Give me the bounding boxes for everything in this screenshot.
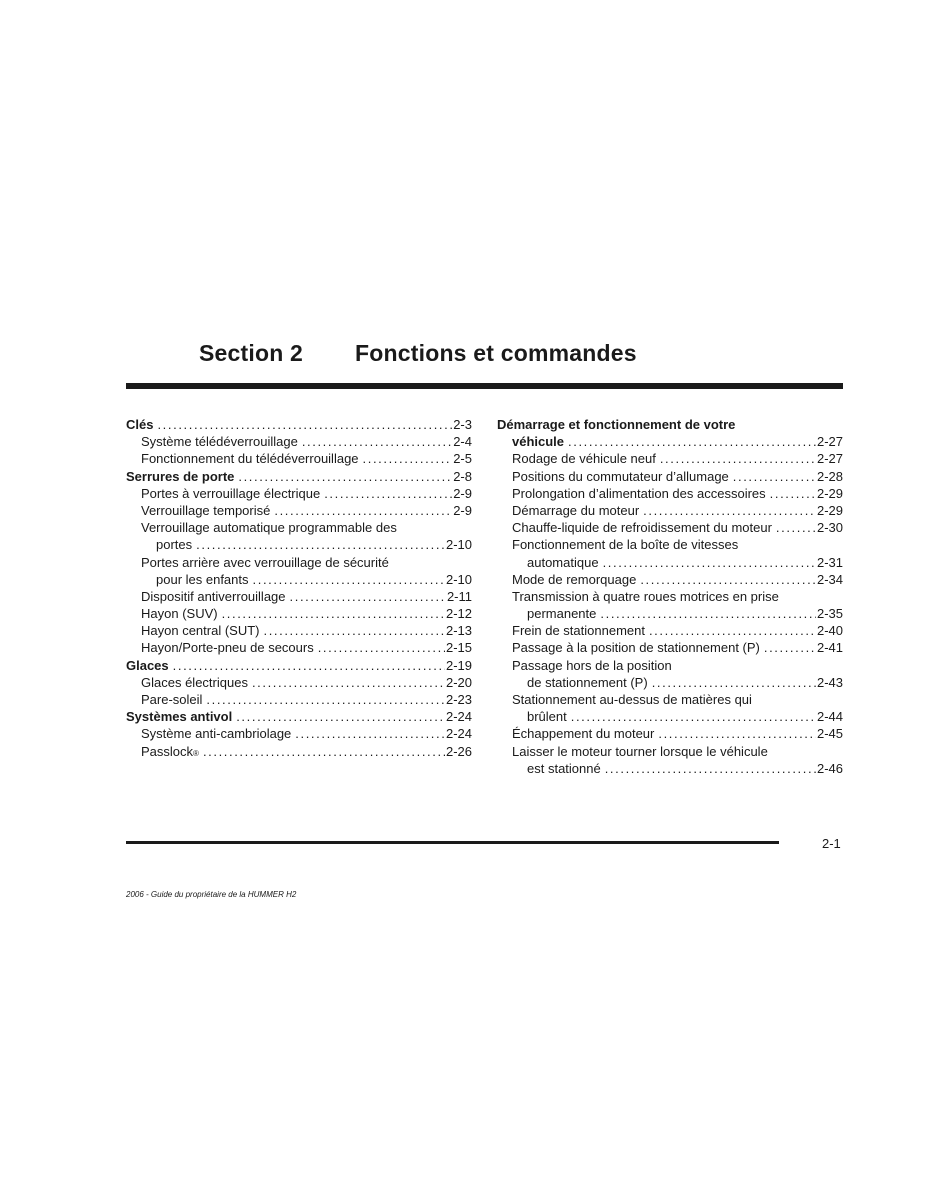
- toc-entry[interactable]: [126, 622, 472, 639]
- toc-entry[interactable]: [126, 502, 472, 519]
- toc-entry-label: Dispositif antiverrouillage: [141, 588, 286, 604]
- toc-entry[interactable]: [497, 743, 843, 760]
- toc-entry-page: 2-20: [445, 674, 472, 690]
- dot-leader: [253, 571, 445, 588]
- toc-entry[interactable]: [126, 554, 472, 571]
- toc-entry[interactable]: [126, 588, 472, 605]
- toc-entry-page: 2-24: [445, 709, 472, 725]
- dot-leader: [571, 708, 816, 725]
- toc-entry[interactable]: [126, 519, 472, 536]
- toc-entry-page: 2-11: [446, 588, 472, 604]
- toc-entry-label: Stationnement au-dessus de matières qui: [512, 692, 752, 707]
- toc-right-column: [497, 416, 843, 777]
- toc-entry-label: Passage à la position de stationnement (P): [512, 640, 760, 656]
- footer-rule: [126, 841, 779, 844]
- toc-entry-label: Système télédéverrouillage: [141, 434, 298, 450]
- toc-entry[interactable]: [126, 639, 472, 656]
- toc-entry-label: Mode de remorquage: [512, 571, 637, 587]
- dot-leader: [196, 536, 445, 553]
- toc-entry-label: Portes à verrouillage électrique: [141, 485, 321, 501]
- toc-entry-page: 2-3: [453, 417, 472, 432]
- toc-entry-label: Systèmes antivol: [126, 709, 233, 725]
- toc-entry-label: Démarrage du moteur: [512, 502, 640, 518]
- toc-entry-label: Fonctionnement du télédéverrouillage: [141, 451, 359, 467]
- page-number: 2-1: [822, 836, 841, 851]
- toc-entry[interactable]: [126, 468, 472, 485]
- dot-leader: [290, 588, 446, 605]
- toc-entry[interactable]: [497, 674, 843, 691]
- toc-entry-page: 2-23: [445, 692, 472, 707]
- toc-entry[interactable]: [497, 416, 843, 433]
- toc-entry[interactable]: [497, 536, 843, 553]
- dot-leader: [222, 605, 445, 622]
- toc-entry-label: Laisser le moteur tourner lorsque le véhicule: [512, 743, 768, 759]
- toc-entry-label: Passlock: [141, 743, 194, 759]
- toc-entry-label: automatique: [527, 554, 599, 570]
- toc-entry-page: 2-9: [453, 485, 472, 501]
- toc-entry[interactable]: [126, 536, 472, 553]
- toc-entry[interactable]: [126, 691, 472, 708]
- toc-entry-label: Rodage de véhicule neuf: [512, 451, 656, 467]
- toc-entry[interactable]: [497, 588, 843, 605]
- toc-entry-page: 2-26: [445, 743, 472, 759]
- toc-entry-page: 2-43: [816, 674, 843, 690]
- toc-entry-page: 2-45: [816, 726, 843, 742]
- toc-entry-page: 2-40: [816, 623, 843, 639]
- dot-leader: [203, 743, 445, 760]
- dot-leader: [263, 622, 444, 639]
- toc-entry-label: permanente: [527, 606, 597, 622]
- toc-entry-page: 2-29: [816, 502, 843, 518]
- toc-entry-label: Hayon central (SUT): [141, 623, 260, 639]
- toc-entry-page: 2-30: [816, 520, 843, 536]
- toc-entry[interactable]: [497, 725, 843, 742]
- toc-entry[interactable]: [497, 450, 843, 467]
- toc-entry-page: 2-12: [445, 606, 472, 622]
- toc-entry-label: Serrures de porte: [126, 468, 235, 484]
- toc-entry-label: Verrouillage automatique programmable des: [141, 520, 397, 536]
- toc-entry[interactable]: [126, 725, 472, 742]
- dot-leader: [238, 468, 452, 485]
- toc-entry-page: 2-10: [445, 571, 472, 587]
- toc-entry[interactable]: [126, 571, 472, 588]
- toc-entry-page: 2-19: [445, 657, 472, 673]
- title-rule: [126, 383, 843, 389]
- dot-leader: [658, 725, 816, 742]
- toc-entry-page: 2-27: [816, 451, 843, 467]
- toc-entry-label: Verrouillage temporisé: [141, 502, 271, 518]
- toc-entry[interactable]: [497, 691, 843, 708]
- dot-leader: [236, 708, 445, 725]
- toc-entry-label: Hayon/Porte-pneu de secours: [141, 640, 314, 656]
- toc-entry-page: 2-35: [816, 606, 843, 622]
- toc-entry-label: véhicule: [512, 434, 565, 450]
- toc-entry-label: Clés: [126, 417, 154, 432]
- toc-entry-label: brûlent: [527, 709, 567, 725]
- toc-entry-label: Glaces: [126, 657, 169, 673]
- dot-leader: [600, 605, 816, 622]
- dot-leader: [324, 485, 452, 502]
- toc-entry-label: Pare-soleil: [141, 692, 203, 707]
- toc-entry[interactable]: [126, 657, 472, 674]
- toc-entry-page: 2-29: [816, 485, 843, 501]
- toc-entry-page: 2-24: [445, 726, 472, 742]
- toc-entry[interactable]: [497, 622, 843, 639]
- dot-leader: [605, 760, 816, 777]
- toc-entry-page: 2-8: [453, 468, 472, 484]
- toc-entry[interactable]: [126, 708, 472, 725]
- toc-entry-page: 2-5: [453, 451, 472, 467]
- toc-entry-label: est stationné: [527, 760, 601, 776]
- dot-leader: [640, 571, 816, 588]
- dot-leader: [652, 674, 816, 691]
- dot-leader: [252, 674, 445, 691]
- dot-leader: [206, 691, 445, 708]
- toc-entry[interactable]: [126, 605, 472, 622]
- toc-entry[interactable]: [497, 605, 843, 622]
- toc-entry-label: Portes arrière avec verrouillage de sécurité: [141, 554, 389, 570]
- toc-entry-page: 2-28: [816, 468, 843, 484]
- toc-entry-page: 2-15: [445, 640, 472, 656]
- dot-leader: [295, 725, 445, 742]
- toc-entry[interactable]: [497, 433, 843, 450]
- toc-entry-page: 2-27: [816, 434, 843, 450]
- toc-entry-page: 2-41: [816, 640, 843, 656]
- toc-left-column: [126, 416, 472, 760]
- dot-leader: [733, 468, 816, 485]
- toc-entry-label: Système anti-cambriolage: [141, 726, 292, 742]
- section-number: Section 2: [199, 340, 304, 366]
- toc-entry[interactable]: [126, 450, 472, 467]
- toc-entry[interactable]: [497, 760, 843, 777]
- dot-leader: [274, 502, 452, 519]
- toc-entry[interactable]: [497, 571, 843, 588]
- toc-entry-label: portes: [156, 537, 193, 553]
- toc-entry-label: de stationnement (P): [527, 674, 648, 690]
- toc-entry-label: Frein de stationnement: [512, 623, 645, 639]
- toc-entry-page: 2-34: [816, 571, 843, 587]
- toc-entry-page: 2-4: [453, 434, 472, 450]
- toc-entry-page: 2-9: [453, 502, 472, 518]
- dot-leader: [302, 433, 452, 450]
- section-name: Fonctions et commandes: [355, 340, 637, 366]
- toc-entry[interactable]: [497, 554, 843, 571]
- toc-entry-label: Glaces électriques: [141, 674, 248, 690]
- toc-entry[interactable]: [497, 502, 843, 519]
- toc-entry[interactable]: [497, 657, 843, 674]
- toc-entry-label: Hayon (SUV): [141, 606, 218, 622]
- toc-entry-label: Positions du commutateur d’allumage: [512, 468, 729, 484]
- toc-entry-page: 2-44: [816, 709, 843, 725]
- dot-leader: [363, 450, 453, 467]
- dot-leader: [660, 450, 816, 467]
- toc-entry-label: Chauffe-liquide de refroidissement du moteur: [512, 520, 772, 536]
- dot-leader: [173, 657, 445, 674]
- toc-entry-page: 2-31: [816, 554, 843, 570]
- toc-entry[interactable]: [497, 485, 843, 502]
- toc-entry-label: Échappement du moteur: [512, 726, 655, 742]
- footer-text: 2006 - Guide du propriétaire de la HUMMER H2: [126, 890, 297, 899]
- toc-entry-label: Fonctionnement de la boîte de vitesses: [512, 537, 739, 553]
- toc-entry[interactable]: Passlock ® ..... 2-26: [126, 743, 472, 760]
- toc-entry-label: Démarrage et fonctionnement de votre: [497, 417, 736, 432]
- toc-entry[interactable]: [126, 485, 472, 502]
- toc-entry-page: 2-46: [816, 760, 843, 776]
- dot-leader: [764, 639, 816, 656]
- toc-entry[interactable]: [497, 639, 843, 656]
- toc-entry-label: Transmission à quatre roues motrices en prise: [512, 588, 779, 604]
- toc-entry[interactable]: [497, 708, 843, 725]
- toc-entry-label: Passage hors de la position: [512, 657, 672, 673]
- toc-entry[interactable]: [126, 674, 472, 691]
- dot-leader: [568, 433, 816, 450]
- dot-leader: [603, 554, 816, 571]
- toc-entry[interactable]: [497, 519, 843, 536]
- dot-leader: [157, 416, 452, 433]
- toc-entry-page: 2-10: [445, 537, 472, 553]
- dot-leader: [318, 639, 445, 656]
- toc-entry[interactable]: [126, 416, 472, 433]
- toc-entry-label: Prolongation d’alimentation des accessoires: [512, 485, 766, 501]
- toc-entry[interactable]: [497, 468, 843, 485]
- dot-leader: [776, 519, 816, 536]
- dot-leader: [649, 622, 816, 639]
- dot-leader: [643, 502, 816, 519]
- section-title: [0, 340, 927, 376]
- toc-entry[interactable]: [126, 433, 472, 450]
- dot-leader: [770, 485, 816, 502]
- toc-entry-page: 2-13: [445, 623, 472, 639]
- toc-entry-label: pour les enfants: [156, 571, 249, 587]
